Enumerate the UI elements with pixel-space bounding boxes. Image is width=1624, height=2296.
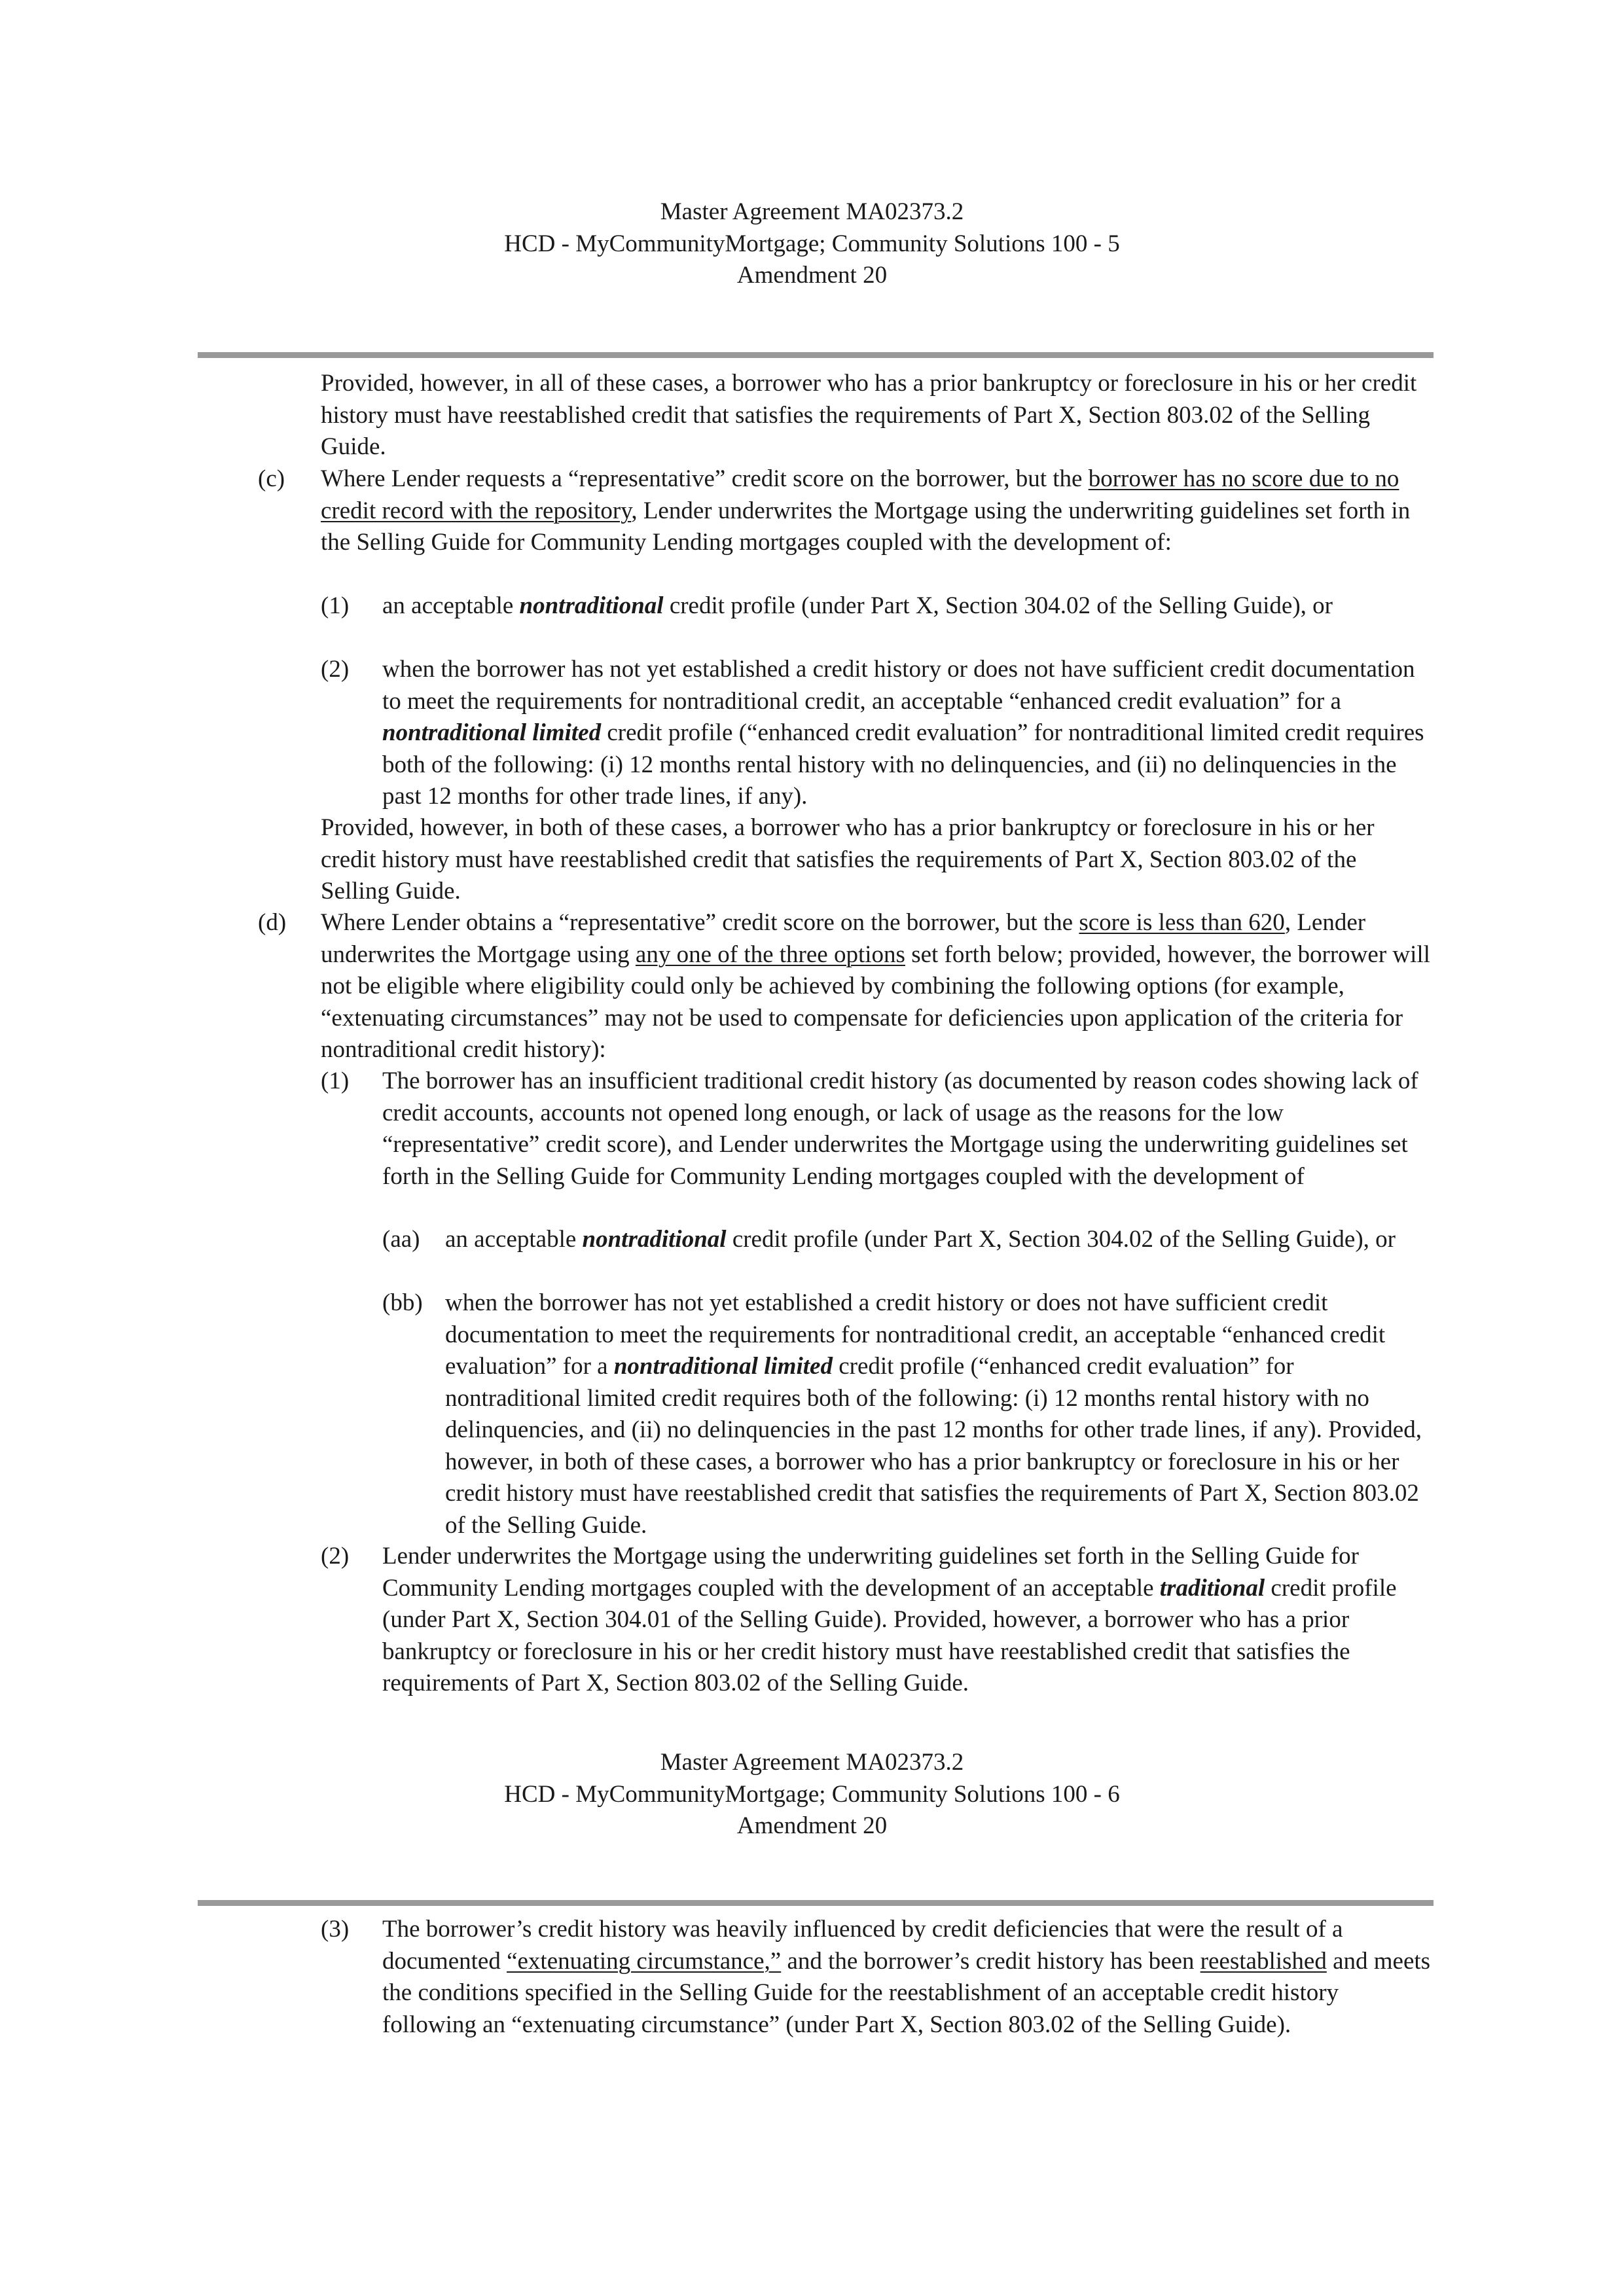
- item-c-underlined: borrower has no score due to no credit record with the repository: [321, 465, 1399, 524]
- item-d-part2: , Lender underwrites the Mortgage using: [321, 909, 1366, 968]
- item-c1-part2: credit profile (under Part X, Section 304.02 of the Selling Guide), or: [663, 592, 1333, 619]
- header-amendment-line: Amendment 20: [736, 1812, 888, 1839]
- item-d1-aa-emphasis: nontraditional: [582, 1226, 727, 1253]
- header-program-line: HCD - MyCommunityMortgage; Community Solutions 100 - 5: [504, 230, 1120, 257]
- item-c-proviso: Provided, however, in both of these cases, a borrower who has a prior bankruptcy or foreclosure in his or her credit history must have reestablished credit that satisfies the requirements of Part X, Section 803.02 of the Selling Guide.: [321, 814, 1375, 905]
- item-c2-part1: when the borrower has not yet established a credit history or does not have sufficient credit documentation to meet the requirements for nontraditional credit, an acceptable “enhanced credit evaluation” for a: [382, 656, 1415, 715]
- item-d1-bb-label: (bb): [382, 1289, 423, 1316]
- intro-proviso: Provided, however, in all of these cases, a borrower who has a prior bankruptcy or foreclosure in his or her credit history must have reestablished credit that satisfies the requirements of Part X, Section 803.02 of the Selling Guide.: [321, 370, 1417, 460]
- item-d1-aa-text: [445, 1224, 1431, 1256]
- header-agreement-line: Master Agreement MA02373.2: [660, 1749, 964, 1776]
- item-c2-label: (2): [321, 656, 350, 683]
- item-c1-label: (1): [321, 592, 350, 619]
- header-divider: [198, 352, 1434, 358]
- item-c2-emphasis: nontraditional limited: [382, 719, 602, 746]
- item-d1-label: (1): [321, 1067, 350, 1094]
- item-d1-aa-label: (aa): [382, 1226, 420, 1253]
- item-d1-bb-emphasis: nontraditional limited: [613, 1353, 833, 1380]
- item-d3-underlined-2: reestablished: [1200, 1947, 1327, 1975]
- item-d-underlined-2: any one of the three options: [635, 941, 905, 968]
- item-c1-emphasis: nontraditional: [519, 592, 664, 619]
- item-c1-text: [382, 590, 1431, 622]
- item-d1-bb-text: [445, 1287, 1431, 1541]
- item-d-underlined-1: score is less than 620: [1079, 909, 1285, 936]
- item-d3-text: [382, 1914, 1431, 2041]
- item-d-label: (d): [258, 909, 287, 936]
- header-amendment-line: Amendment 20: [736, 262, 888, 289]
- item-d2-label: (2): [321, 1543, 350, 1570]
- item-d1-bb-part2: credit profile (“enhanced credit evaluation” for nontraditional limited credit requires both of the following: (i) 12 months rental history with no delinquencies, and (ii) no delinquencies in the past 12 months for other trade lines, if any). Provided, however, in both of these cases, a borrower who has a prior bankruptcy or foreclosure in his or her credit history must have reestablished credit that satisfies the requirements of Part X, Section 803.02 of the Selling Guide.: [445, 1353, 1422, 1539]
- item-d2-text: [382, 1541, 1431, 1700]
- item-d1-aa-part2: credit profile (under Part X, Section 304.02 of the Selling Guide), or: [726, 1226, 1396, 1253]
- page-header-6: [0, 1747, 1624, 1842]
- header-agreement-line: Master Agreement MA02373.2: [660, 198, 964, 225]
- item-d3-label: (3): [321, 1916, 350, 1943]
- item-d2-part1: Lender underwrites the Mortgage using the underwriting guidelines set forth in the Selling Guide for Community Lending mortgages coupled with the development of an acceptable: [382, 1543, 1359, 1602]
- item-c-text-part2: , Lender underwrites the Mortgage using the underwriting guidelines set forth in the Selling Guide for Community Lending mortgages coupled with the development of:: [321, 497, 1411, 556]
- header-program-line: HCD - MyCommunityMortgage; Community Solutions 100 - 6: [504, 1780, 1120, 1808]
- item-d1-bb-part1: when the borrower has not yet established a credit history or does not have sufficient credit documentation to meet the requirements for nontraditional credit, an acceptable “enhanced credit evaluation” for a: [445, 1289, 1386, 1380]
- item-c2-part2: credit profile (“enhanced credit evaluation” for nontraditional limited credit requires both of the following: (i) 12 months rental history with no delinquencies, and (ii) no delinquencies in the past 12 months for other trade lines, if any).: [382, 719, 1424, 810]
- item-c-label: (c): [258, 465, 285, 492]
- item-d3-part1: The borrower’s credit history was heavily influenced by credit deficiencies that were the result of a documented: [382, 1916, 1343, 1975]
- item-c-text: [321, 463, 1420, 559]
- header-divider: [198, 1900, 1434, 1906]
- page-header-5: [0, 196, 1624, 292]
- item-d2-part2: credit profile (under Part X, Section 304.01 of the Selling Guide). Provided, however, a borrower who has a prior bankruptcy or foreclosure in his or her credit history must have reestablished credit that satisfies the requirements of Part X, Section 803.02 of the Selling Guide.: [382, 1574, 1397, 1696]
- item-c1-part1: an acceptable: [382, 592, 520, 619]
- item-d2-emphasis: traditional: [1159, 1574, 1265, 1602]
- item-d1-text: The borrower has an insufficient traditional credit history (as documented by reason codes showing lack of credit accounts, accounts not opened long enough, or lack of usage as the reasons for the low “representative” credit score), and Lender underwrites the Mortgage using the underwriting guidelines set forth in the Selling Guide for Community Lending mortgages coupled with the development of: [382, 1067, 1418, 1190]
- item-d3-part3: and meets the conditions specified in the Selling Guide for the reestablishment of an acceptable credit history following an “extenuating circumstance” (under Part X, Section 803.02 of the Selling Guide).: [382, 1947, 1431, 2038]
- item-d-part1: Where Lender obtains a “representative” credit score on the borrower, but the: [321, 909, 1079, 936]
- item-d1-aa-part1: an acceptable: [445, 1226, 583, 1253]
- item-d3-underlined-1: “extenuating circumstance,”: [507, 1947, 782, 1975]
- item-c2-text: [382, 654, 1431, 813]
- item-d3-part2: and the borrower’s credit history has been: [781, 1947, 1200, 1975]
- item-d-part3: set forth below; provided, however, the borrower will not be eligible where eligibility could only be achieved by combining the following options (for example, “extenuating circumstances” may not be used to compensate for deficiencies upon application of the criteria for nontraditional credit history):: [321, 941, 1430, 1063]
- item-d-text: [321, 907, 1434, 1066]
- item-c-text-part1: Where Lender requests a “representative” credit score on the borrower, but the: [321, 465, 1089, 492]
